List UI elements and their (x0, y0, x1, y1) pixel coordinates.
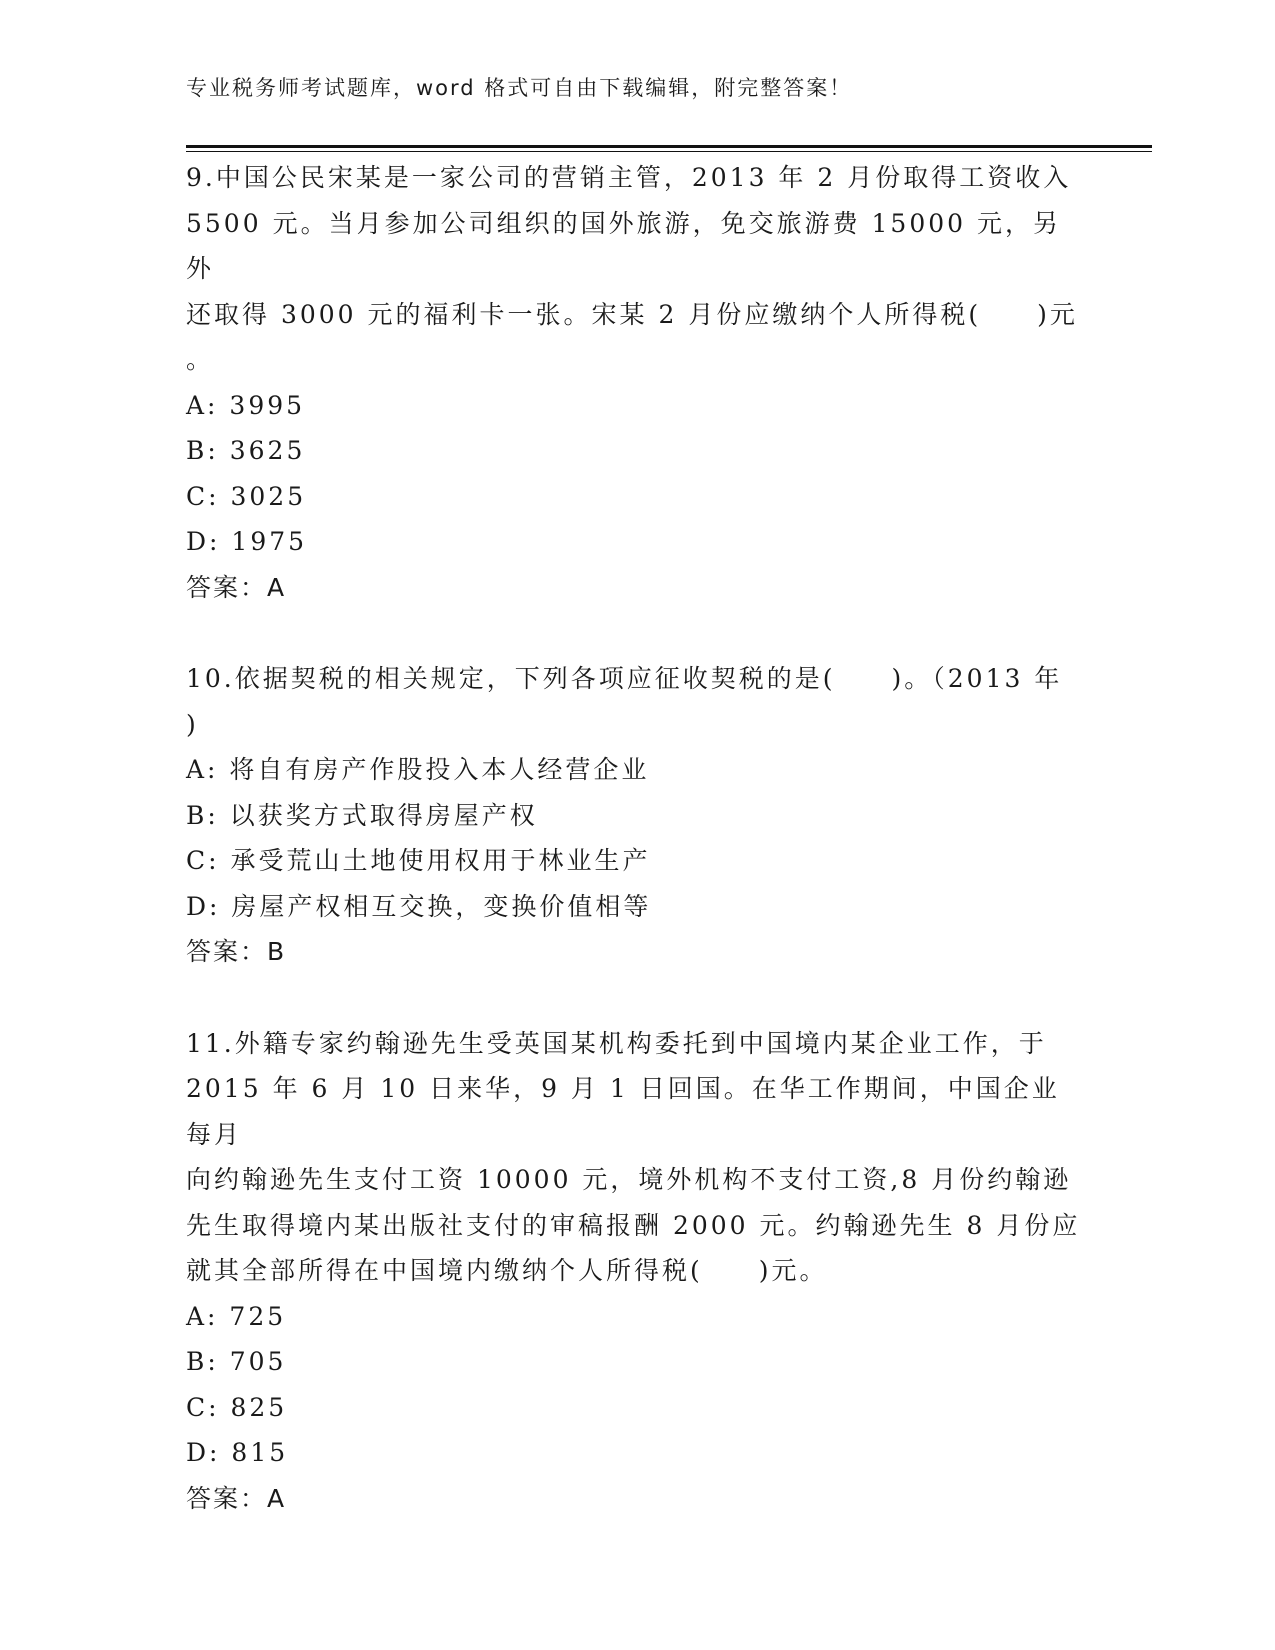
option-d: D: 1975 (186, 527, 308, 556)
stem-line: 5500 元。当月参加公司组织的国外旅游，免交旅游费 15000 元，另外 (186, 208, 1061, 283)
stem-line: ) (186, 709, 199, 739)
option-a: A: 725 (186, 1301, 287, 1331)
option-a: A: 3995 (186, 390, 306, 420)
question-stem (186, 1021, 1086, 1294)
stem-line: 先生取得境内某出版社支付的审稿报酬 2000 元。约翰逊先生 8 月份应 (186, 1210, 1081, 1240)
option-d: D: 815 (186, 1438, 289, 1467)
answer-label: 答案：A (186, 572, 287, 602)
option-c: C: 承受荒山土地使用权用于林业生产 (186, 846, 651, 875)
page-header: 专业税务师考试题库，word 格式可自由下载编辑，附完整答案！ (186, 76, 853, 100)
header-rule-thin (186, 151, 1152, 152)
option-c: C: 825 (186, 1392, 288, 1422)
question-stem (186, 155, 1086, 383)
answer-label: 答案：B (186, 937, 287, 966)
option-c: C: 3025 (186, 481, 307, 511)
question-spacer (186, 610, 1086, 656)
question-9 (186, 155, 1086, 610)
stem-line: 2015 年 6 月 10 日来华，9 月 1 日回国。在华工作期间，中国企业每月 (186, 1074, 1060, 1149)
stem-line: 。 (186, 345, 215, 374)
stem-line: 就其全部所得在中国境内缴纳个人所得税( )元。 (186, 1256, 828, 1285)
header-rule-thick (186, 145, 1152, 148)
option-a: A: 将自有房产作股投入本人经营企业 (186, 755, 650, 784)
question-11 (186, 1021, 1086, 1522)
option-b: B: 705 (186, 1347, 287, 1376)
question-10 (186, 656, 1086, 975)
stem-line: 10.依据契税的相关规定，下列各项应征收契税的是( )。（2013 年 (186, 664, 1063, 693)
question-spacer (186, 975, 1086, 1021)
option-d: D: 房屋产权相互交换，变换价值相等 (186, 891, 652, 921)
question-list (186, 155, 1086, 1521)
option-b: B: 3625 (186, 436, 306, 465)
stem-line: 11.外籍专家约翰逊先生受英国某机构委托到中国境内某企业工作，于 (186, 1028, 1047, 1058)
stem-line: 9.中国公民宋某是一家公司的营销主管，2013 年 2 月份取得工资收入 (186, 163, 1072, 192)
answer-label: 答案：A (186, 1483, 287, 1513)
question-stem (186, 656, 1086, 747)
stem-line: 向约翰逊先生支付工资 10000 元，境外机构不支付工资,8 月份约翰逊 (186, 1165, 1072, 1194)
stem-line: 还取得 3000 元的福利卡一张。宋某 2 月份应缴纳个人所得税( )元 (186, 299, 1078, 329)
option-b: B: 以获奖方式取得房屋产权 (186, 800, 538, 830)
